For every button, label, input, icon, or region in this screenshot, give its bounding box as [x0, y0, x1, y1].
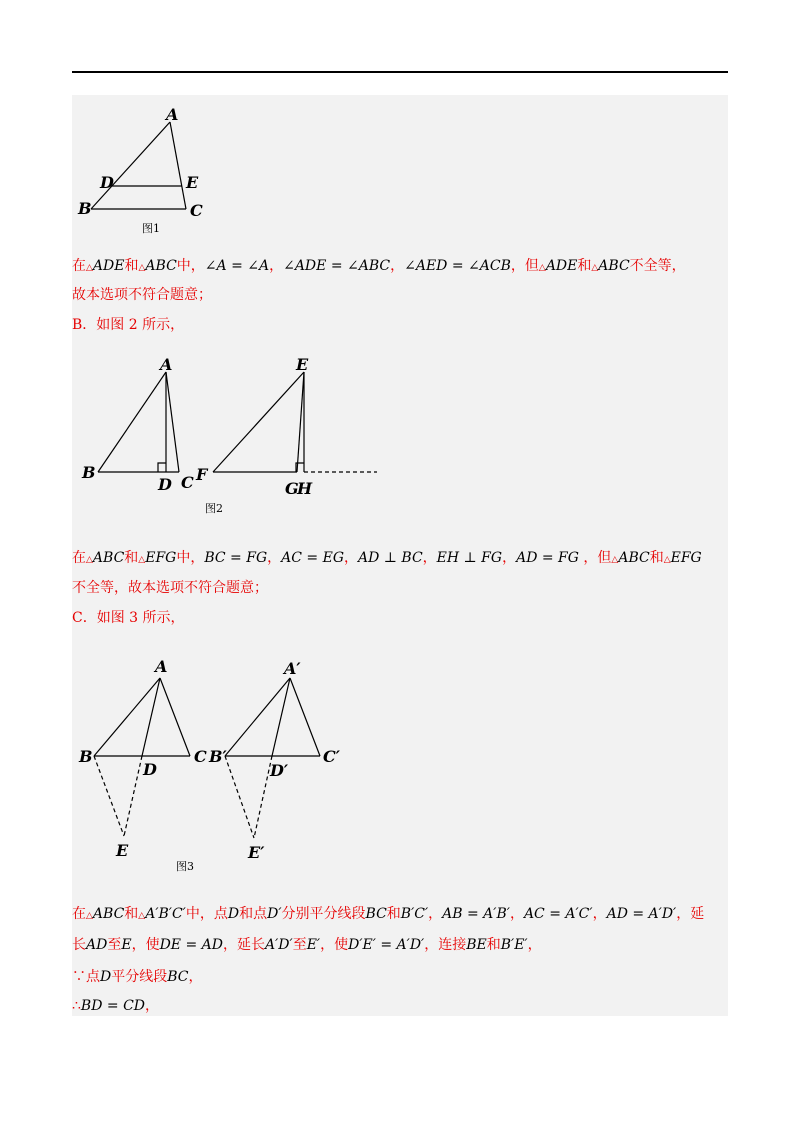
fig3-label-d: D	[143, 760, 157, 779]
fig3-dashed-de	[124, 756, 142, 836]
fig1-side-ac	[170, 122, 186, 209]
fig2-label-h: H	[297, 479, 313, 498]
fig2-label-b: B	[82, 463, 96, 482]
fig2-label-d: D	[158, 475, 172, 494]
fig2-label-a: A	[160, 355, 173, 374]
fig3-label-b-prime: B′	[209, 747, 227, 766]
fig3-caption: 图3	[176, 860, 194, 873]
fig2-caption: 图2	[205, 502, 223, 515]
fig3-label-c-prime: C′	[323, 747, 340, 766]
fig1-label-a: A	[166, 105, 179, 124]
figure-2	[72, 350, 392, 525]
paragraph-1-continued: 故本选项不符合题意；	[72, 287, 212, 303]
fig3-label-d-prime: D′	[270, 761, 289, 780]
paragraph-2: 在△ABC和△EFG中，BC = FG，AC = EG，AD ⊥ BC，EH ⊥ FG，AD = FG ，但△ABC和△EFG	[72, 550, 702, 566]
fig3-median-ad	[142, 678, 160, 756]
paragraph-6: ∴BD = CD，	[72, 998, 160, 1014]
fig1-label-b: B	[78, 199, 92, 218]
fig3-label-a-prime: A′	[284, 659, 301, 678]
fig2-label-e: E	[296, 355, 309, 374]
fig2-right-angle-d	[158, 463, 166, 472]
fig3-dashed-b2e2	[225, 756, 254, 838]
fig1-label-c: C	[190, 201, 203, 220]
fig3-label-c: C	[194, 747, 207, 766]
fig3-side-a2c2	[290, 678, 320, 756]
fig3-label-e: E	[116, 841, 129, 860]
fig2-side-ab	[98, 372, 166, 472]
paragraph-5: ∵点D平分线段BC，	[72, 969, 203, 985]
fig1-caption: 图1	[142, 222, 160, 235]
fig3-label-b: B	[79, 747, 93, 766]
fig2-side-eg	[297, 372, 304, 472]
fig2-label-f: F	[196, 465, 208, 484]
fig2-label-c: C	[181, 473, 194, 492]
fig3-label-e-prime: E′	[248, 843, 265, 862]
paragraph-4: 长AD至E，使DE = AD，延长A′D′至E′，使D′E′ = A′D′，连接BE和B′E′，	[72, 937, 542, 953]
fig3-side-ac	[160, 678, 190, 756]
fig1-label-d: D	[100, 173, 114, 192]
fig3-label-a: A	[155, 657, 168, 676]
fig1-side-ab	[91, 122, 170, 209]
paragraph-3: 在△ABC和△A′B′C′中，点D和点D′分别平分线段BC和B′C′，AB = A′B′，AC = A′C′，AD = A′D′，延	[72, 906, 705, 922]
paragraph-1: 在△ADE和△ABC中，∠A = ∠A，∠ADE = ∠ABC，∠AED = ∠ACB，但△ADE和△ABC不全等，	[72, 258, 686, 274]
figure-3	[72, 650, 372, 880]
fig2-side-ef	[213, 372, 304, 472]
fig3-side-ab	[94, 678, 160, 756]
fig3-dashed-be	[94, 756, 124, 836]
paragraph-2-continued: 不全等，故本选项不符合题意；	[72, 580, 268, 596]
figure-1	[72, 100, 232, 240]
fig2-label-g: G	[285, 479, 299, 498]
fig2-side-ac	[166, 372, 179, 472]
header-rule	[72, 71, 728, 73]
fig3-side-a2b2	[225, 678, 290, 756]
option-b-heading: B．如图 2 所示，	[72, 317, 185, 333]
option-c-heading: C．如图 3 所示，	[72, 610, 185, 626]
fig1-label-e: E	[186, 173, 199, 192]
